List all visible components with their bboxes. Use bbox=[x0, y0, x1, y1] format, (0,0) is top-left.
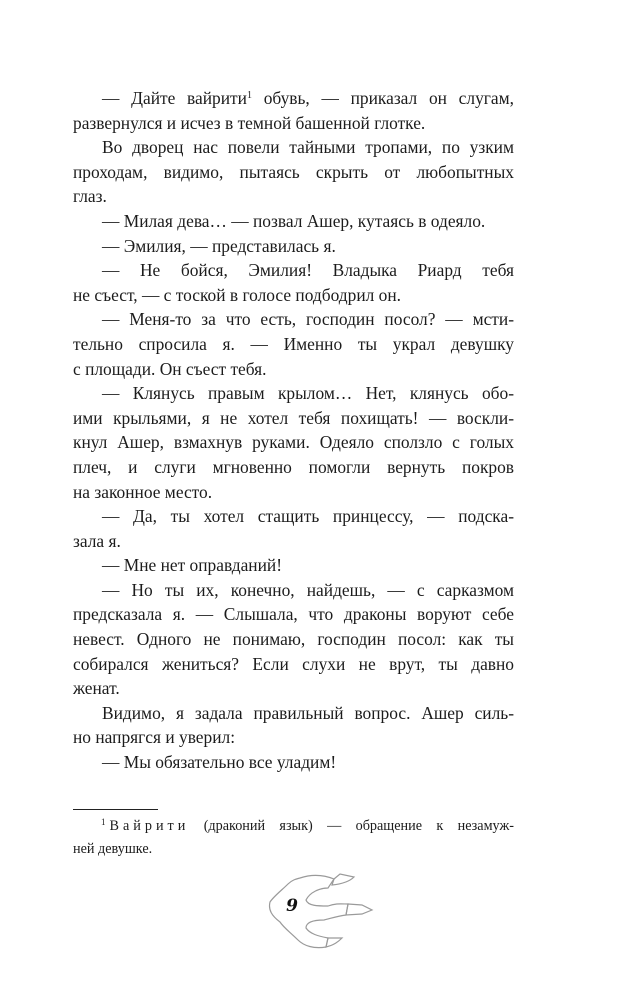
footnote: $^1$ Вайрити (драконий язык) — обращение к незамуж- ней девушке. bbox=[73, 817, 514, 857]
paragraph: Видимо, я задала правильный вопрос. Ашер силь- но напрягся и уверил: bbox=[73, 702, 514, 748]
page-number: 9 bbox=[286, 896, 298, 916]
paragraph: — Да, ты хотел стащить принцессу, — подска- зала я. bbox=[73, 506, 514, 551]
paragraph: — Клянусь правым крылом… Нет, клянусь обо- ими крыльями, я не хотел тебя похищать! — воскли- кнул Ашер, взмахнув руками. Одеяло сползло с голых плеч, и слуги мгновенно помогли вернуть покров на законное место. bbox=[73, 383, 514, 502]
paragraph: — Но ты их, конечно, найдешь, — с сарказмом предсказала я. — Слышала, что драконы воруют себе невест. Одного не понимаю, господин посол: как ты собирался жениться? Если слухи не врут, ты давно женат. bbox=[73, 579, 514, 699]
paragraph: — Мне нет оправданий! bbox=[102, 555, 283, 576]
footnote-reference[interactable]: 1 bbox=[246, 90, 252, 101]
footnote-marker: 1 bbox=[101, 817, 106, 827]
paragraph: — Эмилия, — представилась я. bbox=[102, 235, 336, 256]
paragraph: — Меня-то за что есть, господин посол? — мсти- тельно спросила я. — Именно ты украл девушку с площади. Он съест тебя. bbox=[73, 309, 514, 379]
main-text bbox=[73, 86, 514, 775]
paragraph: — Милая дева… — позвал Ашер, кутаясь в одеяло. bbox=[102, 210, 486, 231]
paragraph: — Дайте вайрити$^1$ обувь, — приказал он слугам, развернулся и исчез в темной башенной глотке. bbox=[73, 88, 514, 133]
paragraph: — Не бойся, Эмилия! Владыка Риард тебя не съест, — с тоской в голосе подбодрил он. bbox=[73, 260, 514, 305]
paragraph: — Мы обязательно все уладим! bbox=[102, 752, 337, 773]
dragon-footprint-icon bbox=[262, 870, 374, 950]
footnote-term: Вайрити bbox=[109, 818, 190, 834]
paragraph: Во дворец нас повели тайными тропами, по узким проходам, видимо, пытаясь скрыть от любопытных глаз. bbox=[73, 137, 514, 207]
footnote-separator bbox=[73, 809, 158, 810]
